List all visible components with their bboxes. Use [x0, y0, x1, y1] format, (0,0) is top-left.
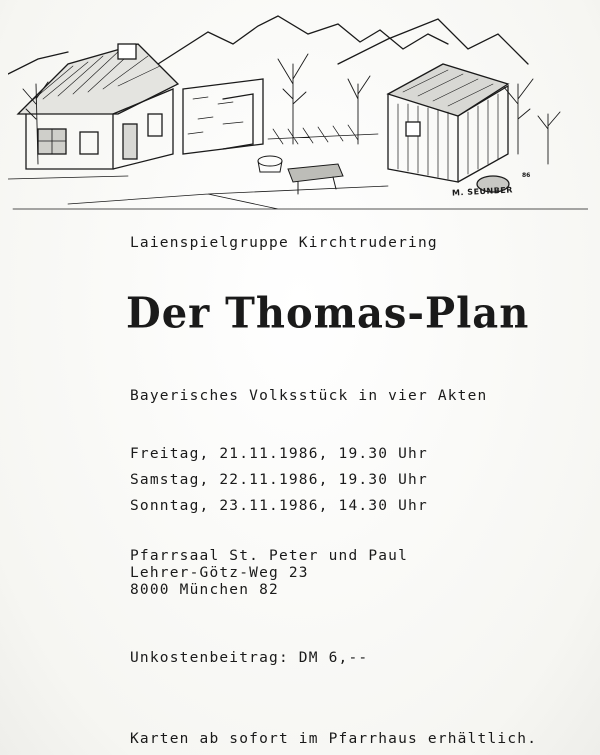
- stone-wall-gate: [183, 79, 263, 154]
- cottage-left: [18, 44, 178, 169]
- venue-street: Lehrer-Götz-Weg 23: [130, 565, 309, 581]
- lattice-fence: [268, 125, 378, 144]
- illustrator-signature: M. SEUNBER: [451, 185, 514, 198]
- performance-date-1: Freitag, 21.11.1986, 19.30 Uhr: [130, 446, 428, 462]
- barn-right: [388, 64, 508, 182]
- illustration-year: 86: [522, 172, 531, 179]
- ticket-info: Karten ab sofort im Pfarrhaus erhältlich.: [130, 731, 538, 747]
- venue-city: 8000 München 82: [130, 582, 279, 598]
- play-title: Der Thomas-Plan: [126, 288, 530, 339]
- venue-name: Pfarrsaal St. Peter und Paul: [130, 548, 409, 564]
- performance-date-3: Sonntag, 23.11.1986, 14.30 Uhr: [130, 498, 428, 514]
- admission-fee: Unkostenbeitrag: DM 6,--: [130, 650, 369, 666]
- play-subtitle: Bayerisches Volksstück in vier Akten: [130, 388, 488, 404]
- village-scene-illustration: [8, 4, 588, 214]
- organizer-name: Laienspielgruppe Kirchtrudering: [130, 235, 438, 251]
- performance-date-2: Samstag, 22.11.1986, 19.30 Uhr: [130, 472, 428, 488]
